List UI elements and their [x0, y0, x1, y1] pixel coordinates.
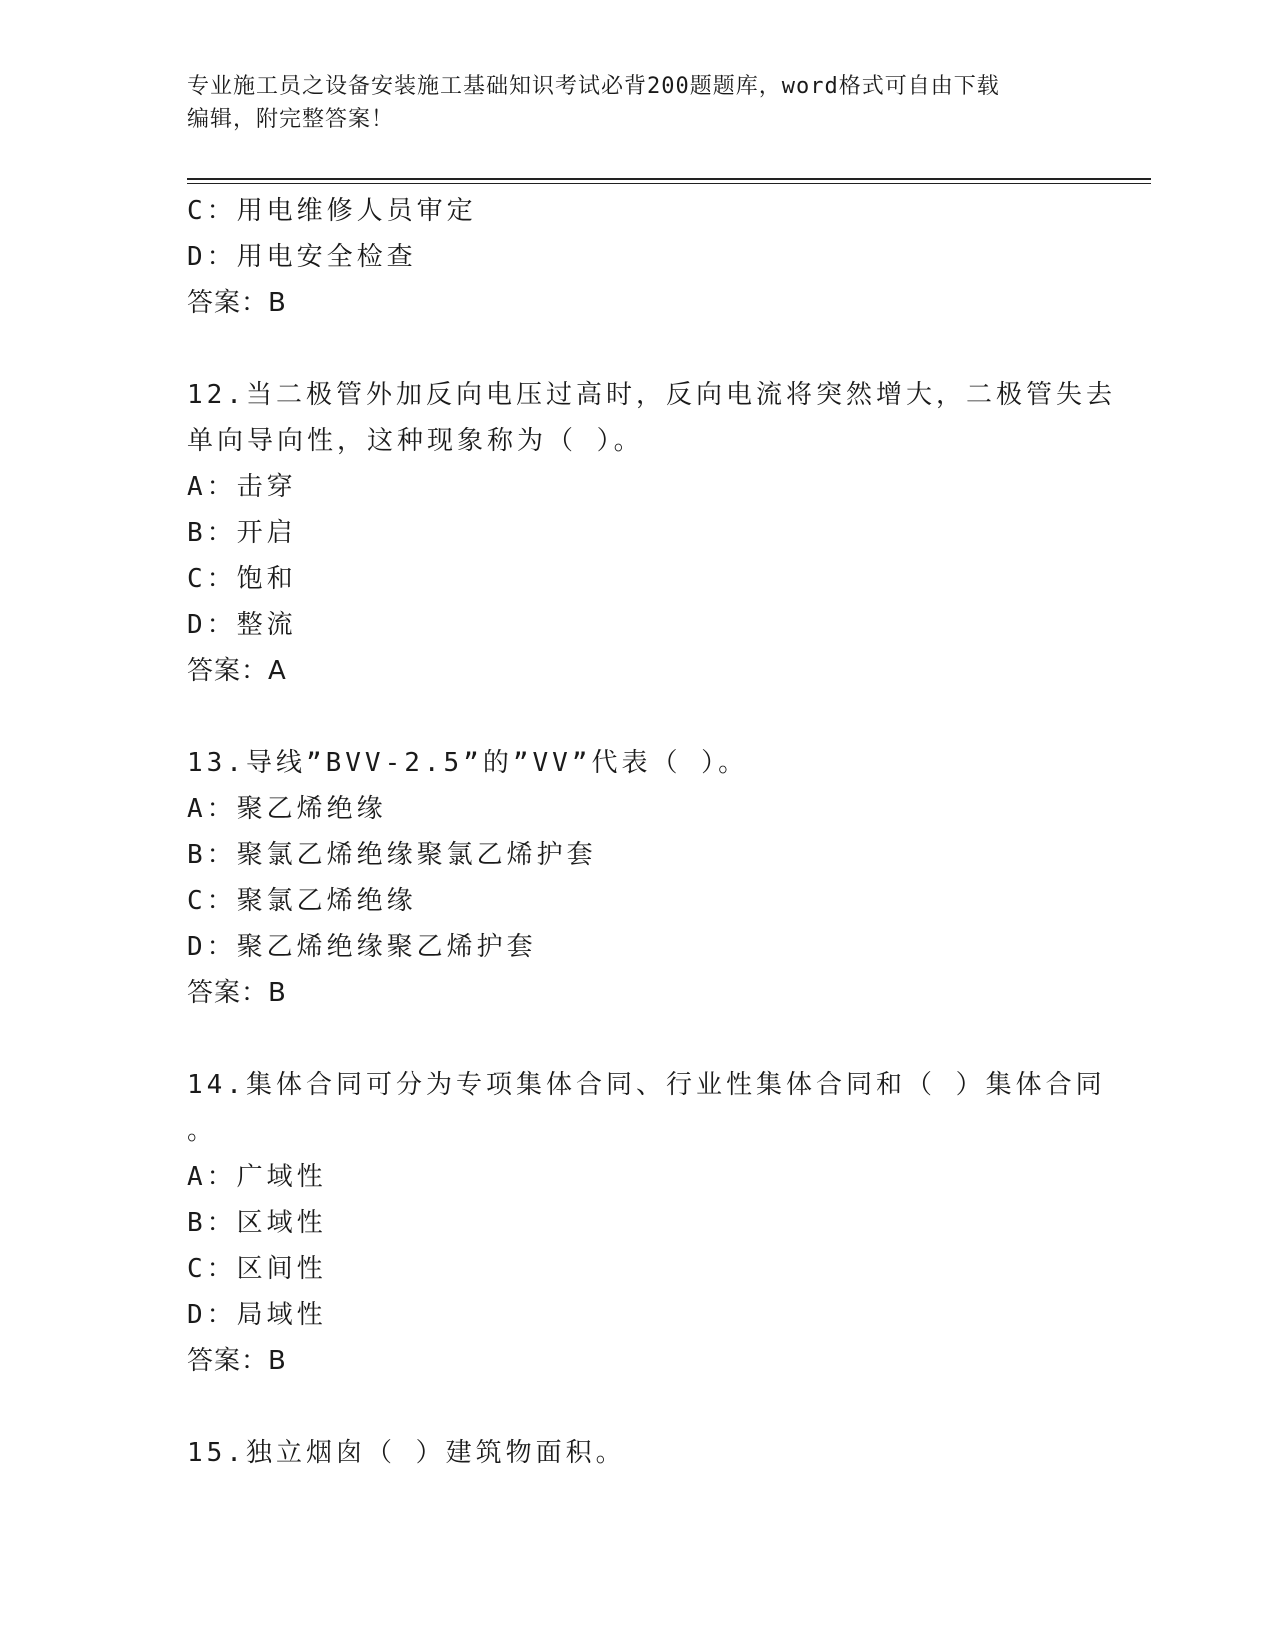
option-d: D：用电安全检查 [187, 242, 417, 272]
spacer [187, 1384, 1087, 1430]
question-13 [187, 740, 1087, 1016]
option-b: B：区域性 [187, 1208, 327, 1238]
header-rule-thin [187, 183, 1151, 184]
question-stem: 13.导线”BVV-2.5”的”VV”代表（ ）。 [187, 748, 749, 778]
spacer [187, 694, 1087, 740]
header-line-1: 专业施工员之设备安装施工基础知识考试必背200题题库，word格式可自由下载 [187, 74, 1000, 99]
question-stem: 15.独立烟囱（ ）建筑物面积。 [187, 1438, 626, 1468]
question-list [187, 188, 1116, 1476]
option-d: D：局域性 [187, 1300, 327, 1330]
spacer [187, 1016, 1087, 1062]
carryover-block [187, 188, 1087, 326]
question-stem-continued: 。 [187, 1116, 218, 1146]
question-15 [187, 1430, 1087, 1476]
question-14 [187, 1062, 1106, 1384]
option-a: A：击穿 [187, 472, 297, 502]
question-stem: 14.集体合同可分为专项集体合同、行业性集体合同和（ ）集体合同 [187, 1070, 1106, 1100]
option-c: C：区间性 [187, 1254, 327, 1284]
option-d: D：聚乙烯绝缘聚乙烯护套 [187, 932, 537, 962]
question-stem: 12.当二极管外加反向电压过高时，反向电流将突然增大，二极管失去 [187, 380, 1116, 410]
option-a: A：广域性 [187, 1162, 327, 1192]
option-c: C：聚氯乙烯绝缘 [187, 886, 417, 916]
option-b: B：开启 [187, 518, 297, 548]
answer-line: 答案：B [187, 1346, 287, 1376]
header-rule-thick [187, 178, 1151, 180]
spacer [187, 326, 1087, 372]
answer-line: 答案：B [187, 288, 287, 318]
question-12 [187, 372, 1116, 694]
document-header [187, 70, 1087, 136]
answer-line: 答案：A [187, 656, 287, 686]
option-c: C：饱和 [187, 564, 297, 594]
header-line-2: 编辑，附完整答案！ [187, 107, 395, 132]
question-stem-continued: 单向导向性，这种现象称为（ ）。 [187, 426, 644, 456]
option-b: B：聚氯乙烯绝缘聚氯乙烯护套 [187, 840, 597, 870]
option-c: C：用电维修人员审定 [187, 196, 477, 226]
option-d: D：整流 [187, 610, 297, 640]
answer-line: 答案：B [187, 978, 287, 1008]
option-a: A：聚乙烯绝缘 [187, 794, 387, 824]
